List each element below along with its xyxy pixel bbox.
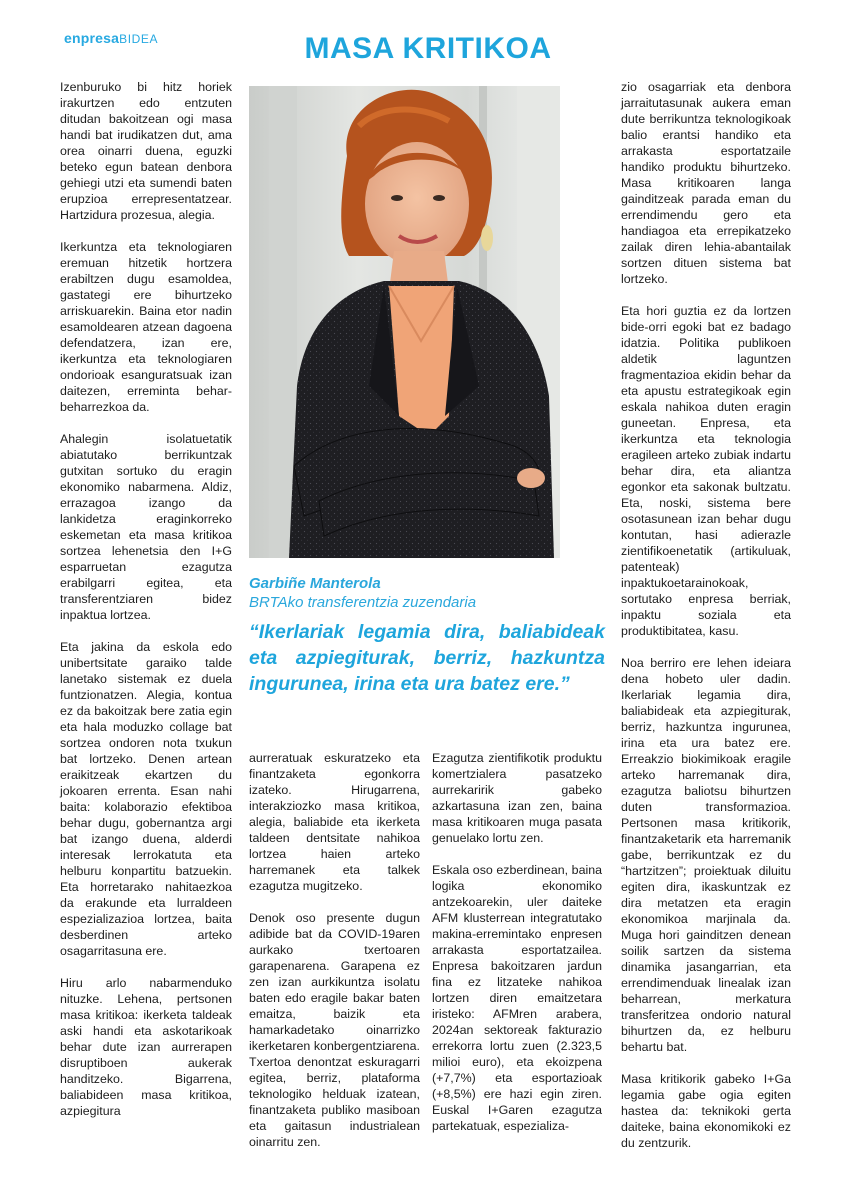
- logo-part-enpresa: enpresa: [64, 30, 120, 46]
- paragraph: Denok oso presente dugun adibide bat da COVID-19aren aurkako txertoaren garapenarena. Garapena ez zen izan aurkikuntza isolatu baten edo eragile bakar baten emaitza, baizik eta hamarkadetako oinarrizko ikerketaren konbergentziarena. Txertoa denontzat eskuragarri egitea, berriz, plataforma teknologiko helduak izatean, finantzaketa publiko masiboan eta gaitasun industrialean oinarritu zen.: [249, 911, 420, 1149]
- article-title: MASA KRITIKOA: [304, 32, 552, 65]
- paragraph: Hiru arlo nabarmenduko nituzke. Lehena, pertsonen masa kritikoa: ikerketa taldeak aski handi eta askotarikoak behar dute izan aurrerapen disruptiboen aukerak handitzeko. Bigarrena, baliabideen masa kritikoa, azpiegitura: [60, 976, 232, 1118]
- paragraph: zio osagarriak eta denbora jarraitutasunak aukera eman dute berrikuntza teknologikoak balio erantsi handiko eta arrakasta esportatzaile handiko produktu bihurtzeko. Masa kritikoaren langa gainditzeak parada eman du errendimendu gero eta handiagoa eta errepikatzeko zailak diren lehia-abantailak sortzen dituen sistema bat lortzeko.: [621, 80, 791, 286]
- paragraph: Ezagutza zientifikotik produktu komertzialera pasatzeko aurrekaririk gabeko azkartasuna izan zen, baina masa kritikoaren muga pasata genuelako lortu zen.: [432, 751, 602, 845]
- caption-name: Garbiñe Manterola: [249, 575, 381, 592]
- paragraph: Masa kritikorik gabeko I+Ga legamia gabe ogia egiten hastea da: teknikoki gerta daiteke, baina ekonomikoki ez du zentzurik.: [621, 1072, 791, 1150]
- paragraph: Eskala oso ezberdinean, baina logika ekonomiko antzekoarekin, uler daiteke AFM klusterrean integratutako makina-erremintako enpresen arrakasta esportatzailea. Enpresa bakoitzaren jardun fina ez litzateke nahikoa lortzen diren emaitzetara iristeko: AFMren arabera, 2024an sektoreak fakturazio errekorra lortu zuen (2.323,5 milioi euro), eta ekoizpena (+7,7%) eta esportazioak (+8,5%) ere hazi egin ziren. Euskal I+Garen ezagutza partekatuak, espezializa-: [432, 863, 602, 1133]
- paragraph: Eta jakina da eskola edo unibertsitate garaiko talde lanetako sistemak ez duela funtzionatzen. Alegia, kontua ez da bakoitzak bere zatia egin eta hala moduzko collage bat sortzea ondoren nota txukun bat lortzeko. Denen artean eraikitzeak ekartzen du jokoaren errenta. Esan nahi baita: kolaborazio efektiboa behar dugu, gobernantza argi bat izango duena, alderdi interesak lerrokatuta eta helburu konpartitu batzuekin. Eta horretarako nahitaezkoa da erakunde eta lurraldeen espezializazioa lortzea, baita desberdinen arteko osagarritasuna ere.: [60, 640, 232, 958]
- publication-logo: [64, 30, 158, 46]
- photo-caption: [249, 574, 579, 612]
- portrait-illustration: [249, 86, 560, 558]
- article-column-3: [432, 750, 602, 1150]
- portrait-photo: [249, 86, 560, 558]
- paragraph: Ahalegin isolatuetatik abiatutako berrikuntzak gutxitan sortuko du eragin ekonomiko nabarmena. Aldiz, errazagoa izango da lankidetza eraginkorreko eskemetan eta masa kritikoa sortzea lehenetsia den I+G esparruetan ezagutza erabilgarri egitea, eta transferentziaren bidez inpaktua lortzea.: [60, 432, 232, 622]
- paragraph: Ikerkuntza eta teknologiaren eremuan hitzetik hortzera erabiltzen dugu esamoldea, gastategi ere bihurtzeko arriskuarekin. Baina etor nadin esamoldearen atzean dagoena defendatzera, izan ere, ikerkuntza eta teknologiaren ondorioak esanguratsuak izan daitezen, erreminta behar-beharrezkoa da.: [60, 240, 232, 414]
- paragraph: aurreratuak eskuratzeko eta finantzaketa egonkorra izateko. Hirugarrena, interakziozko masa kritikoa, alegia, baliabide eta ikerketa taldeen dentsitate nahikoa lortzea haien arteko harremanek eta talkek ezagutza mugitzeko.: [249, 751, 420, 893]
- logo-part-bidea: BIDEA: [119, 32, 159, 46]
- article-column-1: [60, 79, 232, 1135]
- paragraph: Izenburuko bi hitz horiek irakurtzen edo entzuten ditudan bakoitzean ogi masa handi bat irudikatzen dut, ama orea oinarri duena, eguzki beteko egun batean denbora gehiegi utzi eta sumendi baten erupzioa errepresentatzear. Hartzidura prozesua, alegia.: [60, 80, 232, 222]
- article-column-2: [249, 750, 420, 1166]
- pull-quote: “Ikerlariak legamia dira, baliabideak eta azpiegiturak, berriz, hazkuntza ingurunea, irina eta ura batez ere.”: [249, 621, 605, 695]
- caption-role: BRTAko transferentzia zuzendaria: [249, 594, 477, 611]
- paragraph: Noa berriro ere lehen ideiara dena hobeto uler dadin. Ikerlariak legamia dira, baliabideak eta azpiegiturak, berriz, hazkuntza ingurunea, irina eta ura batez ere. Erreakzio biokimikoak eragile arteko harremanak dira, ezagutza baliotsu bihurtzen duten transformazioa. Pertsonen masa kritikorik, finantzaketarik eta harremanik gabe, berrikuntzak ez du “hartzitzen”; proiektuak diluitu egiten dira, ikaskuntzak ez dira metatzen eta eragin ekonomikoa marjinala da. Muga hori gainditzen denean soilik sartzen da sistema dinamika jasangarrian, eta errendimenduak linealak izan beharrean, merkatura transferitzea ondorio natural bihurtzen da, ez helburu behartu bat.: [621, 656, 791, 1054]
- paragraph: Eta hori guztia ez da lortzen bide-orri egoki bat ez badago idatzia. Politika publikoen aldetik laguntzen fragmentazioa ekidin behar da eta apustu estrategikoak egin eskala nahikoa duten eragin guneetan. Enpresa, eta ikerkuntza eta teknologia eragileen arteko zubiak indartu behar dira, eta aliantza egonkor eta sakonak bultzatu. Eta, noski, sistema bere osotasunean izan behar dugu kontutan, hasi adierazle zientifikoenetatik (artikuluak, patenteak) inpaktukoetarainokoak, sortutako enpresa berriak, inpaktu soziala eta produktibitatea, kasu.: [621, 304, 791, 638]
- article-column-4: [621, 79, 791, 1167]
